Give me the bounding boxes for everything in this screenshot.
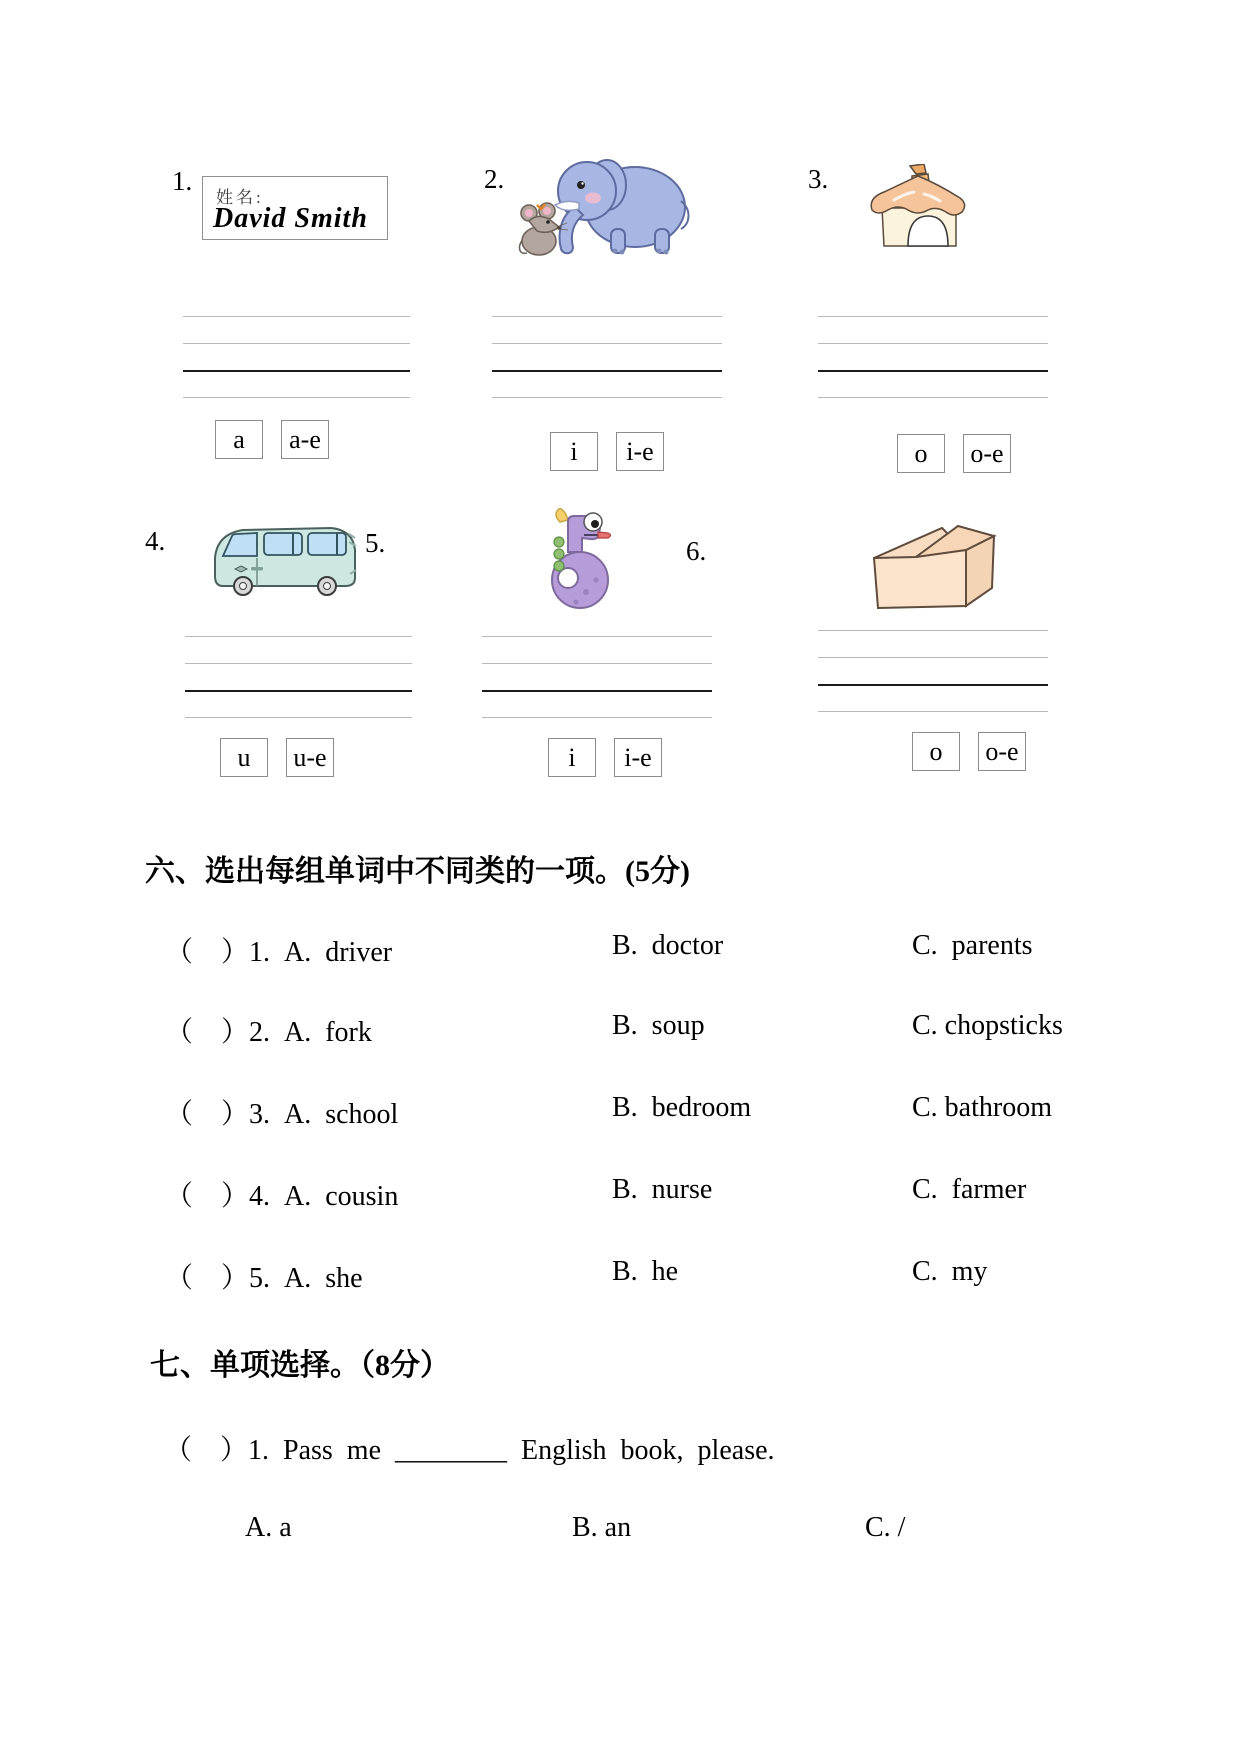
item-5-number: 5.: [365, 528, 386, 558]
option-b[interactable]: B. soup: [612, 1010, 705, 1041]
answer-option-a[interactable]: A. a: [245, 1512, 292, 1543]
bus-illustration: [205, 518, 363, 602]
choice-pair-item-3: [897, 434, 1011, 473]
option-b[interactable]: B. doctor: [612, 930, 724, 961]
multiple-choice-question: （ ）1. Pass me ________ English book, please.: [164, 1435, 775, 1466]
odd-one-out-row-5: [165, 1256, 1175, 1294]
item-2-number: 2.: [484, 164, 505, 194]
option-c[interactable]: C. bathroom: [912, 1092, 1052, 1123]
odd-one-out-row-1: [165, 930, 1175, 968]
answer-option-c[interactable]: C. /: [865, 1512, 906, 1543]
item-3-number: 3.: [808, 164, 829, 194]
writing-lines: [818, 316, 1048, 400]
choice-box-o-e[interactable]: o-e: [963, 434, 1011, 473]
writing-lines: [482, 636, 712, 720]
option-a[interactable]: （ ）4. A. cousin: [165, 1181, 399, 1212]
item-6-number: 6.: [686, 536, 707, 566]
house-illustration: [866, 164, 970, 250]
choice-pair-item-5: [548, 738, 662, 777]
item-4-number: 4.: [145, 526, 166, 556]
option-a[interactable]: （ ）2. A. fork: [165, 1017, 372, 1048]
section-seven-title: 七、单项选择。（8分）: [150, 1349, 450, 1382]
choice-box-i-e[interactable]: i-e: [614, 738, 662, 777]
option-b[interactable]: B. bedroom: [612, 1092, 752, 1123]
choice-pair-item-4: [220, 738, 334, 777]
option-c[interactable]: C. farmer: [912, 1174, 1027, 1205]
choice-box-o[interactable]: o: [912, 732, 960, 771]
name-card-name: David Smith: [213, 203, 368, 234]
cardboard-box-illustration: [866, 518, 1006, 612]
answer-option-b[interactable]: B. an: [572, 1512, 632, 1543]
odd-one-out-row-4: [165, 1174, 1175, 1212]
option-b[interactable]: B. nurse: [612, 1174, 713, 1205]
choice-box-i[interactable]: i: [550, 432, 598, 471]
choice-box-o[interactable]: o: [897, 434, 945, 473]
section-six-title: 六、选出每组单词中不同类的一项。(5分): [145, 855, 690, 888]
odd-one-out-row-3: [165, 1092, 1175, 1130]
elephant-and-mouse-illustration: [515, 143, 695, 263]
name-card-image: [202, 176, 388, 240]
choice-box-u-e[interactable]: u-e: [286, 738, 334, 777]
writing-lines: [492, 316, 722, 400]
choice-box-i-e[interactable]: i-e: [616, 432, 664, 471]
option-c[interactable]: C. parents: [912, 930, 1033, 961]
writing-lines: [818, 630, 1048, 714]
writing-lines: [183, 316, 410, 400]
odd-one-out-row-2: [165, 1010, 1175, 1048]
choice-box-a[interactable]: a: [215, 420, 263, 459]
writing-lines: [185, 636, 412, 720]
choice-box-u[interactable]: u: [220, 738, 268, 777]
option-c[interactable]: C. chopsticks: [912, 1010, 1063, 1041]
option-c[interactable]: C. my: [912, 1256, 988, 1287]
choice-box-a-e[interactable]: a-e: [281, 420, 329, 459]
choice-pair-item-1: [215, 420, 329, 459]
choice-box-i[interactable]: i: [548, 738, 596, 777]
choice-pair-item-6: [912, 732, 1026, 771]
option-a[interactable]: （ ）5. A. she: [165, 1263, 363, 1294]
option-b[interactable]: B. he: [612, 1256, 679, 1287]
choice-pair-item-2: [550, 432, 664, 471]
name-card-label: 姓名:: [216, 188, 264, 207]
option-a[interactable]: （ ）1. A. driver: [165, 937, 393, 968]
dinosaur-number-five-illustration: [546, 508, 614, 612]
choice-box-o-e[interactable]: o-e: [978, 732, 1026, 771]
item-1-number: 1.: [172, 166, 193, 196]
option-a[interactable]: （ ）3. A. school: [165, 1099, 399, 1130]
